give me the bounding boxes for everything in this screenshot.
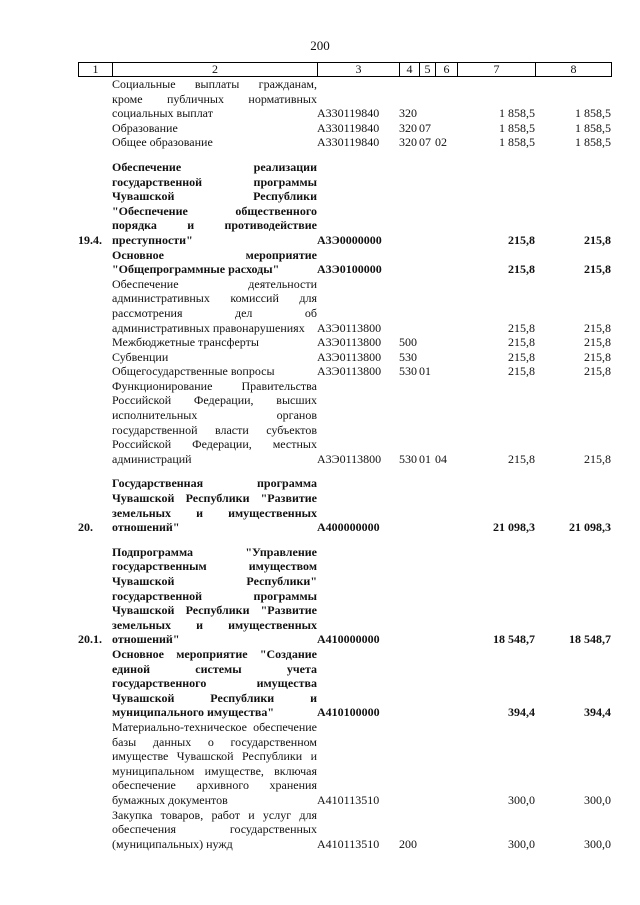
row-subsection [435, 808, 457, 852]
row-section [419, 720, 435, 808]
table-row [78, 545, 611, 647]
row-section: 01 [419, 451, 431, 466]
spacer-row [78, 466, 611, 476]
row-amount-col8: 215,8 [584, 232, 611, 247]
table-row [78, 808, 611, 852]
row-code: А410100000 [317, 705, 380, 720]
row-section [419, 647, 435, 720]
row-section [419, 476, 435, 534]
row-expense-type [399, 277, 419, 335]
row-expense-type: 500 [399, 335, 417, 350]
row-expense-type: 320 [399, 106, 417, 121]
row-code: А3Э0113800 [317, 349, 382, 364]
row-subsection [435, 647, 457, 720]
row-amount-col8: 215,8 [584, 364, 611, 379]
column-header-table [78, 62, 612, 77]
row-code: А330119840 [317, 120, 380, 135]
table-row [78, 476, 611, 534]
row-amount-col8: 215,8 [584, 451, 611, 466]
spacer-row [78, 150, 611, 160]
row-amount-col7: 215,8 [508, 320, 535, 335]
row-subsection [435, 77, 457, 121]
row-code: А3Э0113800 [317, 364, 382, 379]
spacer-cell [78, 535, 611, 545]
row-amount-col7: 300,0 [508, 792, 535, 807]
row-amount-col8: 300,0 [584, 792, 611, 807]
col-header-8: 8 [536, 63, 612, 77]
row-section [419, 335, 435, 350]
budget-table [78, 77, 611, 851]
row-number: 20.1. [78, 632, 102, 647]
table-row [78, 160, 611, 248]
col-header-6: 6 [436, 63, 458, 77]
row-name: Основное мероприятие "Общепрограммные расходы" [112, 247, 317, 277]
row-subsection [435, 364, 457, 379]
table-row [78, 364, 611, 379]
row-name: Образование [112, 120, 178, 135]
row-number: 20. [78, 520, 93, 535]
table-row [78, 720, 611, 808]
table-row [78, 647, 611, 720]
col-header-2: 2 [113, 63, 318, 77]
row-amount-col7: 215,8 [508, 349, 535, 364]
spacer-cell [78, 150, 611, 160]
row-name: Общее образование [112, 135, 213, 150]
row-number [78, 135, 112, 150]
budget-table-body [78, 77, 611, 851]
row-expense-type: 530 [399, 349, 417, 364]
row-subsection [435, 335, 457, 350]
row-code: А3Э0113800 [317, 335, 382, 350]
row-amount-col8: 1 858,5 [575, 135, 611, 150]
row-number [78, 121, 112, 136]
row-amount-col8: 394,4 [584, 705, 611, 720]
row-amount-col7: 1 858,5 [499, 106, 535, 121]
row-amount-col7: 1 858,5 [499, 135, 535, 150]
col-header-1: 1 [79, 63, 113, 77]
row-name: Государственная программа Чувашской Республики "Развитие земельных и имущественных отношений" [112, 476, 317, 535]
row-subsection [435, 277, 457, 335]
col-header-4: 4 [400, 63, 420, 77]
row-section [419, 248, 435, 277]
row-name: Основное мероприятие "Создание единой системы учета государственного имущества Чувашской Республики и муниципального имущества" [112, 646, 317, 720]
row-name: Подпрограмма "Управление государственным имуществом Чувашской Республики" государственной программы Чувашской Республики "Развитие земельных и имущественных отношений" [112, 544, 317, 647]
row-section [419, 350, 435, 365]
row-code: А330119840 [317, 106, 380, 121]
row-amount-col8: 215,8 [584, 262, 611, 277]
row-subsection [435, 121, 457, 136]
row-amount-col7: 215,8 [508, 232, 535, 247]
row-number [78, 350, 112, 365]
row-amount-col7: 215,8 [508, 451, 535, 466]
row-number [78, 364, 112, 379]
row-amount-col8: 300,0 [584, 836, 611, 851]
row-code: А3Э0113800 [317, 320, 382, 335]
row-code: А3Э0000000 [317, 232, 382, 247]
row-number [78, 277, 112, 335]
row-subsection [435, 545, 457, 647]
row-amount-col7: 215,8 [508, 335, 535, 350]
row-amount-col7: 1 858,5 [499, 120, 535, 135]
row-expense-type: 530 [399, 364, 417, 379]
row-number [78, 248, 112, 277]
row-amount-col7: 300,0 [508, 836, 535, 851]
row-name: Функционирование Правительства Российской Федерации, высших исполнительных органов государственной власти субъектов Российской Федерации, местных администраций [112, 378, 317, 466]
row-code: А410113510 [317, 836, 380, 851]
row-amount-col8: 18 548,7 [569, 632, 611, 647]
row-section: 07 [419, 135, 431, 150]
row-subsection [435, 248, 457, 277]
row-amount-col7: 18 548,7 [493, 632, 535, 647]
row-expense-type [399, 476, 419, 534]
table-row [78, 135, 611, 150]
row-amount-col8: 1 858,5 [575, 120, 611, 135]
table-row [78, 121, 611, 136]
row-code: А410000000 [317, 632, 380, 647]
row-number [78, 379, 112, 467]
row-section [419, 545, 435, 647]
row-subsection [435, 350, 457, 365]
row-expense-type [399, 160, 419, 248]
col-header-5: 5 [420, 63, 436, 77]
row-expense-type [399, 545, 419, 647]
row-amount-col8: 215,8 [584, 349, 611, 364]
row-subsection [435, 160, 457, 248]
row-number [78, 335, 112, 350]
row-amount-col7: 21 098,3 [493, 520, 535, 535]
row-amount-col7: 215,8 [508, 364, 535, 379]
spacer-row [78, 535, 611, 545]
row-expense-type: 200 [399, 836, 417, 851]
row-name: Материально-техническое обеспечение базы данных о государственном имуществе Чувашской Республики и муниципальном имуществе, включая обеспечение архивного хранения бумажных документов [112, 719, 317, 807]
row-subsection: 02 [435, 135, 447, 150]
row-amount-col7: 215,8 [508, 262, 535, 277]
row-code: А400000000 [317, 520, 380, 535]
row-amount-col7: 394,4 [508, 705, 535, 720]
row-amount-col8: 21 098,3 [569, 520, 611, 535]
row-subsection [435, 720, 457, 808]
row-amount-col8: 215,8 [584, 320, 611, 335]
row-code: А3Э0113800 [317, 451, 382, 466]
table-row [78, 248, 611, 277]
row-amount-col8: 215,8 [584, 335, 611, 350]
row-expense-type [399, 647, 419, 720]
row-name: Обеспечение деятельности административных комиссий для рассмотрения дел об административных правонарушениях [112, 276, 317, 335]
row-section: 01 [419, 364, 431, 379]
row-section: 07 [419, 120, 431, 135]
row-number [78, 647, 112, 720]
row-name: Общегосударственные вопросы [112, 364, 275, 379]
row-expense-type: 530 [399, 451, 417, 466]
row-expense-type [399, 720, 419, 808]
row-subsection [435, 476, 457, 534]
row-amount-col8: 1 858,5 [575, 106, 611, 121]
row-code: А410113510 [317, 792, 380, 807]
table-row [78, 77, 611, 121]
row-subsection: 04 [435, 451, 447, 466]
row-number [78, 77, 112, 121]
row-section [419, 77, 435, 121]
table-row [78, 350, 611, 365]
row-section [419, 808, 435, 852]
row-code: А330119840 [317, 135, 380, 150]
row-name: Социальные выплаты гражданам, кроме публичных нормативных социальных выплат [112, 77, 317, 121]
row-section [419, 277, 435, 335]
spacer-cell [78, 466, 611, 476]
col-header-3: 3 [318, 63, 400, 77]
row-expense-type [399, 248, 419, 277]
table-row [78, 335, 611, 350]
page-number: 200 [310, 38, 330, 53]
row-code: А3Э0100000 [317, 262, 382, 277]
column-header-row [79, 63, 612, 77]
row-name: Закупка товаров, работ и услуг для обеспечения государственных (муниципальных) нужд [112, 807, 317, 851]
table-row [78, 379, 611, 467]
row-expense-type: 320 [399, 135, 417, 150]
row-section [419, 160, 435, 248]
row-expense-type: 320 [399, 120, 417, 135]
table-row [78, 277, 611, 335]
col-header-7: 7 [458, 63, 536, 77]
row-name: Субвенции [112, 349, 169, 364]
row-number [78, 808, 112, 852]
row-name: Обеспечение реализации государственной программы Чувашской Республики "Обеспечение общественного порядка и противодействие преступности" [112, 159, 317, 247]
row-number [78, 720, 112, 808]
row-name: Межбюджетные трансферты [112, 335, 259, 350]
row-number: 19.4. [78, 232, 102, 247]
